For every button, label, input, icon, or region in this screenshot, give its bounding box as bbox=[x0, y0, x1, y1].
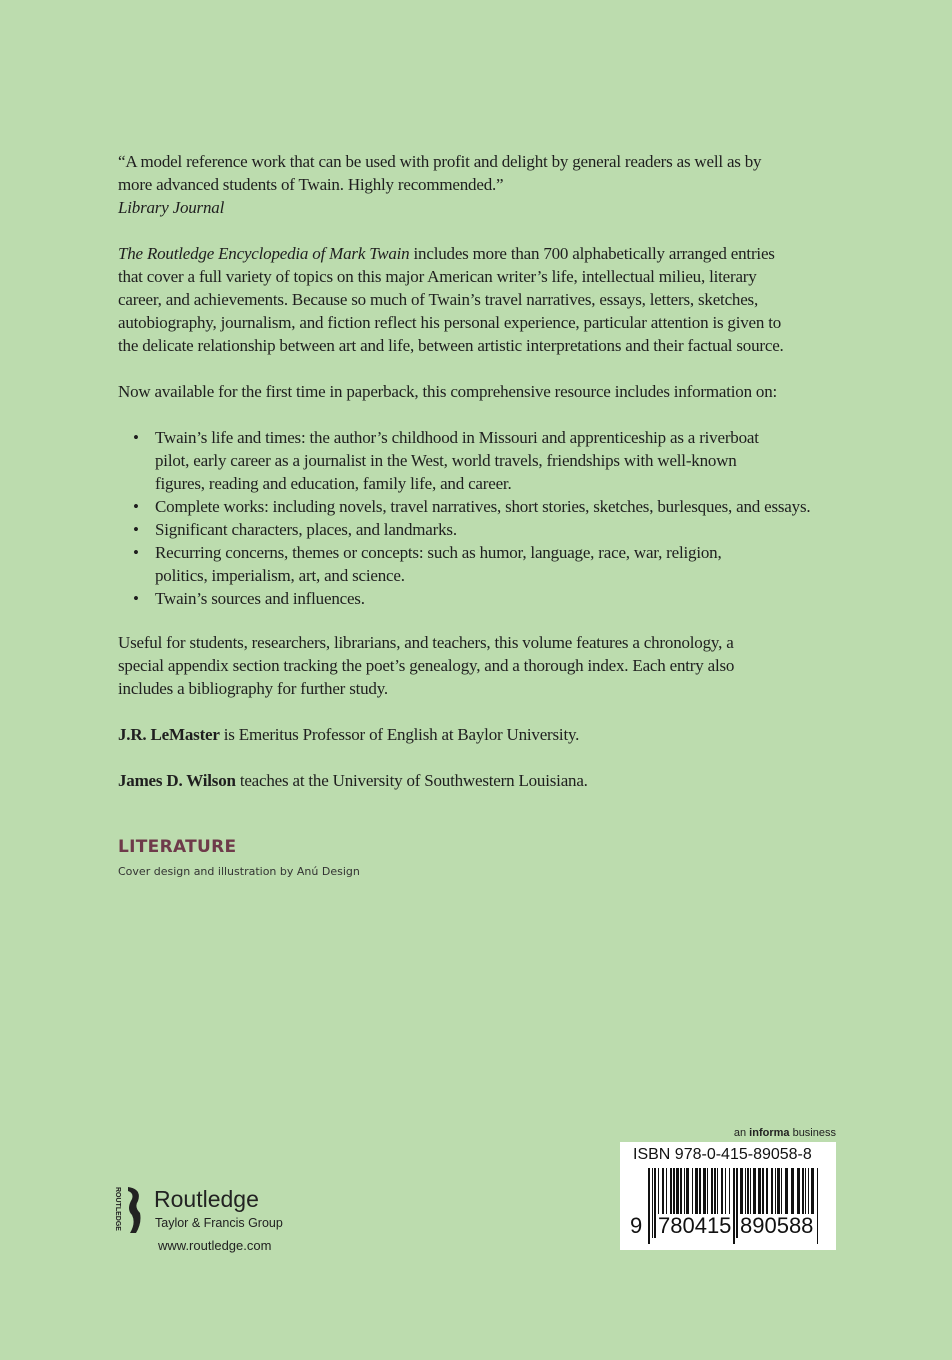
barcode-bar bbox=[648, 1168, 650, 1244]
usage-line: special appendix section tracking the poet’s genealogy, and a thorough index. Each entry also bbox=[118, 656, 735, 675]
description-line: autobiography, journalism, and fiction reflect his personal experience, particular attention is given to bbox=[118, 313, 782, 332]
author-name: James D. Wilson bbox=[118, 771, 236, 790]
intro-text: Now available for the first time in paperback, this comprehensive resource includes information on: bbox=[118, 382, 778, 401]
bullet-line: Significant characters, places, and landmarks. bbox=[155, 520, 457, 539]
description bbox=[118, 242, 784, 357]
publisher-name: Routledge bbox=[154, 1186, 259, 1212]
barcode-bar bbox=[733, 1168, 735, 1244]
book-title: The Routledge Encyclopedia of Mark Twain bbox=[118, 244, 410, 263]
author-bio-text: is Emeritus Professor of English at Baylor University. bbox=[219, 725, 580, 744]
author-name: J.R. LeMaster bbox=[118, 725, 220, 744]
informa-tagline: an informa business bbox=[733, 1127, 836, 1139]
usage-line: includes a bibliography for further study. bbox=[118, 679, 388, 698]
bullet-list bbox=[118, 426, 810, 610]
cover-credit: Cover design and illustration by Anú Design bbox=[118, 865, 360, 878]
barcode-bar bbox=[736, 1168, 738, 1238]
bullet-item bbox=[118, 518, 810, 541]
bullet-icon: • bbox=[133, 589, 139, 608]
quote-line: “A model reference work that can be used with profit and delight by general readers as well as by bbox=[118, 152, 762, 171]
publisher-group: Taylor & Francis Group bbox=[155, 1216, 283, 1230]
bullet-line: politics, imperialism, art, and science. bbox=[155, 566, 405, 585]
bullet-icon: • bbox=[133, 543, 139, 562]
bullet-item bbox=[118, 587, 810, 610]
logo-text: ROUTLEDGE bbox=[114, 1187, 121, 1231]
barcode-digit-first: 9 bbox=[630, 1213, 643, 1238]
description-line: career, and achievements. Because so much of Twain’s travel narratives, essays, letters, sketches, bbox=[118, 290, 759, 309]
isbn-text: ISBN 978-0-415-89058-8 bbox=[633, 1146, 812, 1163]
intro bbox=[118, 380, 777, 403]
description-line: that cover a full variety of topics on this major American writer’s life, intellectual milieu, literary bbox=[118, 267, 757, 286]
author-bio-text: teaches at the University of Southwestern Louisiana. bbox=[235, 771, 588, 790]
author-bio bbox=[118, 723, 579, 746]
description-line: the delicate relationship between art and life, between artistic interpretations and their factual source. bbox=[118, 336, 784, 355]
quote-source: Library Journal bbox=[118, 198, 225, 217]
bullet-item bbox=[118, 541, 810, 587]
barcode-digits-right: 890588 bbox=[740, 1213, 814, 1238]
bullet-item bbox=[118, 426, 810, 495]
bullet-icon: • bbox=[133, 520, 139, 539]
isbn-barcode bbox=[620, 1142, 836, 1250]
bullet-line: Twain’s life and times: the author’s childhood in Missouri and apprenticeship as a riverboat bbox=[155, 428, 759, 447]
barcode-bar bbox=[652, 1168, 653, 1238]
bullet-line: pilot, early career as a journalist in the West, world travels, friendships with well-known bbox=[155, 451, 737, 470]
bullet-icon: • bbox=[133, 428, 139, 447]
barcode-bar bbox=[817, 1168, 818, 1244]
bullet-line: Recurring concerns, themes or concepts: such as humor, language, race, war, religion, bbox=[155, 543, 722, 562]
routledge-logo-icon bbox=[112, 1185, 148, 1235]
usage-line: Useful for students, researchers, librarians, and teachers, this volume features a chronology, a bbox=[118, 633, 734, 652]
bullet-item bbox=[118, 495, 810, 518]
usage-paragraph bbox=[118, 631, 734, 700]
author-bio bbox=[118, 769, 588, 792]
bullet-line: figures, reading and education, family life, and career. bbox=[155, 474, 512, 493]
bullet-icon: • bbox=[133, 497, 139, 516]
bullet-line: Twain’s sources and influences. bbox=[155, 589, 365, 608]
barcode-digits-left: 780415 bbox=[658, 1213, 732, 1238]
quote-line: more advanced students of Twain. Highly recommended.” bbox=[118, 175, 504, 194]
barcode-bar bbox=[654, 1168, 656, 1238]
category-label: LITERATURE bbox=[118, 837, 237, 857]
publisher-url[interactable]: www.routledge.com bbox=[158, 1238, 272, 1253]
bullet-line: Complete works: including novels, travel narratives, short stories, sketches, burlesques, and essays. bbox=[155, 497, 811, 516]
review-quote bbox=[118, 150, 761, 219]
description-line: includes more than 700 alphabetically arranged entries bbox=[409, 244, 775, 263]
